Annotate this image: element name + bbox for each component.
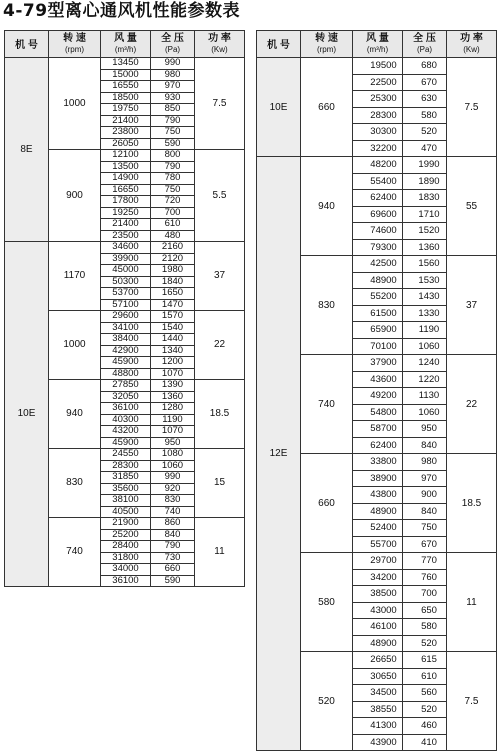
flow-cell: 19750 [101,104,151,116]
pressure-cell: 750 [151,184,195,196]
pressure-cell: 1330 [403,305,447,322]
model-cell: 10E [5,242,49,587]
pressure-cell: 1360 [151,391,195,403]
pressure-cell: 480 [151,230,195,242]
pressure-cell: 1220 [403,371,447,388]
pressure-cell: 610 [151,219,195,231]
pressure-cell: 1070 [151,426,195,438]
speed-cell: 740 [49,518,101,587]
power-cell: 18.5 [195,380,245,449]
pressure-cell: 1060 [151,460,195,472]
flow-cell: 22500 [353,74,403,91]
flow-cell: 45000 [101,265,151,277]
pressure-cell: 700 [403,586,447,603]
flow-cell: 19250 [101,207,151,219]
flow-cell: 48800 [101,368,151,380]
flow-cell: 24550 [101,449,151,461]
flow-cell: 38900 [353,470,403,487]
pressure-cell: 780 [151,173,195,185]
header-flow: 风 量 (m³/h) [101,31,151,58]
speed-cell: 660 [301,454,353,553]
model-cell: 10E [257,58,301,157]
power-cell: 5.5 [195,150,245,242]
speed-cell: 660 [301,58,353,157]
pressure-cell: 1540 [151,322,195,334]
flow-cell: 38400 [101,334,151,346]
flow-cell: 28300 [101,460,151,472]
flow-cell: 41300 [353,718,403,735]
pressure-cell: 610 [403,668,447,685]
flow-cell: 62400 [353,190,403,207]
pressure-cell: 850 [151,104,195,116]
power-cell: 37 [447,256,497,355]
table-row [257,58,497,75]
pressure-cell: 900 [403,487,447,504]
pressure-cell: 1560 [403,256,447,273]
header-flow: 风 量 (m³/h) [353,31,403,58]
flow-cell: 23500 [101,230,151,242]
flow-cell: 40500 [101,506,151,518]
flow-cell: 39900 [101,253,151,265]
performance-table-left [4,30,245,587]
flow-cell: 42500 [353,256,403,273]
power-cell: 7.5 [447,652,497,751]
power-cell: 11 [195,518,245,587]
pressure-cell: 760 [403,569,447,586]
flow-cell: 36100 [101,403,151,415]
flow-cell: 14900 [101,173,151,185]
flow-cell: 62400 [353,437,403,454]
pressure-cell: 1710 [403,206,447,223]
pressure-cell: 1530 [403,272,447,289]
flow-cell: 18500 [101,92,151,104]
table-body-left [5,58,245,587]
pressure-cell: 520 [403,635,447,652]
flow-cell: 74600 [353,223,403,240]
flow-cell: 49200 [353,388,403,405]
flow-cell: 19500 [353,58,403,75]
flow-cell: 48900 [353,635,403,652]
flow-cell: 38550 [353,701,403,718]
speed-cell: 520 [301,652,353,751]
pressure-cell: 970 [403,470,447,487]
performance-table-right [256,30,497,751]
header-row [5,31,245,58]
flow-cell: 61500 [353,305,403,322]
flow-cell: 79300 [353,239,403,256]
speed-cell: 1000 [49,58,101,150]
speed-cell: 740 [301,355,353,454]
pressure-cell: 670 [403,74,447,91]
flow-cell: 23800 [101,127,151,139]
flow-cell: 50300 [101,276,151,288]
flow-cell: 30650 [353,668,403,685]
flow-cell: 13450 [101,58,151,70]
flow-cell: 25300 [353,91,403,108]
pressure-cell: 1240 [403,355,447,372]
pressure-cell: 750 [151,127,195,139]
pressure-cell: 1280 [151,403,195,415]
header-pressure: 全 压 (Pa) [403,31,447,58]
pressure-cell: 1430 [403,289,447,306]
table-row [5,242,245,254]
flow-cell: 33800 [353,454,403,471]
flow-cell: 26050 [101,138,151,150]
pressure-cell: 560 [403,685,447,702]
flow-cell: 34600 [101,242,151,254]
pressure-cell: 1190 [151,414,195,426]
flow-cell: 48900 [353,272,403,289]
flow-cell: 43900 [353,734,403,751]
pressure-cell: 950 [403,421,447,438]
flow-cell: 43000 [353,602,403,619]
speed-cell: 1000 [49,311,101,380]
flow-cell: 32050 [101,391,151,403]
pressure-cell: 590 [151,138,195,150]
flow-cell: 26650 [353,652,403,669]
flow-cell: 55200 [353,289,403,306]
header-speed: 转 速 (rpm) [301,31,353,58]
pressure-cell: 615 [403,652,447,669]
speed-cell: 940 [301,157,353,256]
power-cell: 7.5 [447,58,497,157]
flow-cell: 48200 [353,157,403,174]
pressure-cell: 680 [403,58,447,75]
pressure-cell: 1080 [151,449,195,461]
flow-cell: 38500 [353,586,403,603]
right-panel [256,30,496,751]
flow-cell: 55400 [353,173,403,190]
flow-cell: 25200 [101,529,151,541]
pressure-cell: 980 [403,454,447,471]
pressure-cell: 790 [151,161,195,173]
flow-cell: 58700 [353,421,403,438]
power-cell: 37 [195,242,245,311]
pressure-cell: 1200 [151,357,195,369]
pressure-cell: 970 [151,81,195,93]
left-panel [4,30,244,587]
pressure-cell: 1830 [403,190,447,207]
flow-cell: 31800 [101,552,151,564]
pressure-cell: 460 [403,718,447,735]
power-cell: 55 [447,157,497,256]
pressure-cell: 410 [403,734,447,751]
flow-cell: 54800 [353,404,403,421]
pressure-cell: 2160 [151,242,195,254]
flow-cell: 28400 [101,541,151,553]
speed-cell: 830 [301,256,353,355]
pressure-cell: 840 [403,503,447,520]
pressure-cell: 1520 [403,223,447,240]
pressure-cell: 520 [403,124,447,141]
pressure-cell: 590 [151,575,195,587]
pressure-cell: 920 [151,483,195,495]
flow-cell: 34200 [353,569,403,586]
flow-cell: 43600 [353,371,403,388]
flow-cell: 13500 [101,161,151,173]
pressure-cell: 930 [151,92,195,104]
flow-cell: 48900 [353,503,403,520]
speed-cell: 830 [49,449,101,518]
pressure-cell: 740 [151,506,195,518]
pressure-cell: 1840 [151,276,195,288]
speed-cell: 580 [301,553,353,652]
speed-cell: 1170 [49,242,101,311]
pressure-cell: 580 [403,107,447,124]
flow-cell: 53700 [101,288,151,300]
pressure-cell: 2120 [151,253,195,265]
pressure-cell: 730 [151,552,195,564]
flow-cell: 38100 [101,495,151,507]
pressure-cell: 1470 [151,299,195,311]
pressure-cell: 1990 [403,157,447,174]
pressure-cell: 720 [151,196,195,208]
speed-cell: 940 [49,380,101,449]
pressure-cell: 580 [403,619,447,636]
power-cell: 18.5 [447,454,497,553]
flow-cell: 12100 [101,150,151,162]
header-speed: 转 速 (rpm) [49,31,101,58]
model-cell: 12E [257,157,301,751]
flow-cell: 30300 [353,124,403,141]
flow-cell: 21400 [101,219,151,231]
pressure-cell: 1390 [151,380,195,392]
pressure-cell: 1340 [151,345,195,357]
header-row [257,31,497,58]
flow-cell: 70100 [353,338,403,355]
page-title: 4-79型离心通风机性能参数表 [3,1,241,21]
speed-cell: 900 [49,150,101,242]
pressure-cell: 1060 [403,404,447,421]
pressure-cell: 1060 [403,338,447,355]
flow-cell: 34500 [353,685,403,702]
pressure-cell: 800 [151,150,195,162]
flow-cell: 34000 [101,564,151,576]
pressure-cell: 1360 [403,239,447,256]
table-row [5,58,245,70]
flow-cell: 65900 [353,322,403,339]
pressure-cell: 1980 [151,265,195,277]
flow-cell: 37900 [353,355,403,372]
pressure-cell: 990 [151,58,195,70]
flow-cell: 57100 [101,299,151,311]
flow-cell: 29700 [353,553,403,570]
flow-cell: 40300 [101,414,151,426]
power-cell: 15 [195,449,245,518]
flow-cell: 34100 [101,322,151,334]
pressure-cell: 750 [403,520,447,537]
power-cell: 7.5 [195,58,245,150]
flow-cell: 31850 [101,472,151,484]
flow-cell: 17800 [101,196,151,208]
pressure-cell: 1440 [151,334,195,346]
flow-cell: 55700 [353,536,403,553]
pressure-cell: 650 [403,602,447,619]
model-cell: 8E [5,58,49,242]
pressure-cell: 1130 [403,388,447,405]
flow-cell: 16650 [101,184,151,196]
pressure-cell: 860 [151,518,195,530]
power-cell: 22 [447,355,497,454]
power-cell: 11 [447,553,497,652]
pressure-cell: 790 [151,541,195,553]
table-body-right [257,58,497,751]
flow-cell: 27850 [101,380,151,392]
header-pressure: 全 压 (Pa) [151,31,195,58]
pressure-cell: 830 [151,495,195,507]
flow-cell: 43800 [353,487,403,504]
flow-cell: 52400 [353,520,403,537]
pressure-cell: 700 [151,207,195,219]
pressure-cell: 990 [151,472,195,484]
table-row [257,157,497,174]
flow-cell: 16550 [101,81,151,93]
flow-cell: 36100 [101,575,151,587]
pressure-cell: 1190 [403,322,447,339]
flow-cell: 15000 [101,69,151,81]
pressure-cell: 660 [151,564,195,576]
flow-cell: 28300 [353,107,403,124]
flow-cell: 21900 [101,518,151,530]
flow-cell: 46100 [353,619,403,636]
header-power: 功 率 (Kw) [447,31,497,58]
pressure-cell: 790 [151,115,195,127]
header-model: 机 号 [5,31,49,58]
pressure-cell: 770 [403,553,447,570]
flow-cell: 42900 [101,345,151,357]
flow-cell: 32200 [353,140,403,157]
pressure-cell: 1070 [151,368,195,380]
flow-cell: 35600 [101,483,151,495]
flow-cell: 29600 [101,311,151,323]
flow-cell: 43200 [101,426,151,438]
pressure-cell: 520 [403,701,447,718]
pressure-cell: 950 [151,437,195,449]
pressure-cell: 470 [403,140,447,157]
pressure-cell: 670 [403,536,447,553]
pressure-cell: 630 [403,91,447,108]
pressure-cell: 1890 [403,173,447,190]
flow-cell: 45900 [101,357,151,369]
pressure-cell: 840 [403,437,447,454]
flow-cell: 45900 [101,437,151,449]
header-power: 功 率 (Kw) [195,31,245,58]
header-model: 机 号 [257,31,301,58]
power-cell: 22 [195,311,245,380]
flow-cell: 21400 [101,115,151,127]
pressure-cell: 840 [151,529,195,541]
pressure-cell: 1650 [151,288,195,300]
flow-cell: 69600 [353,206,403,223]
pressure-cell: 980 [151,69,195,81]
pressure-cell: 1570 [151,311,195,323]
